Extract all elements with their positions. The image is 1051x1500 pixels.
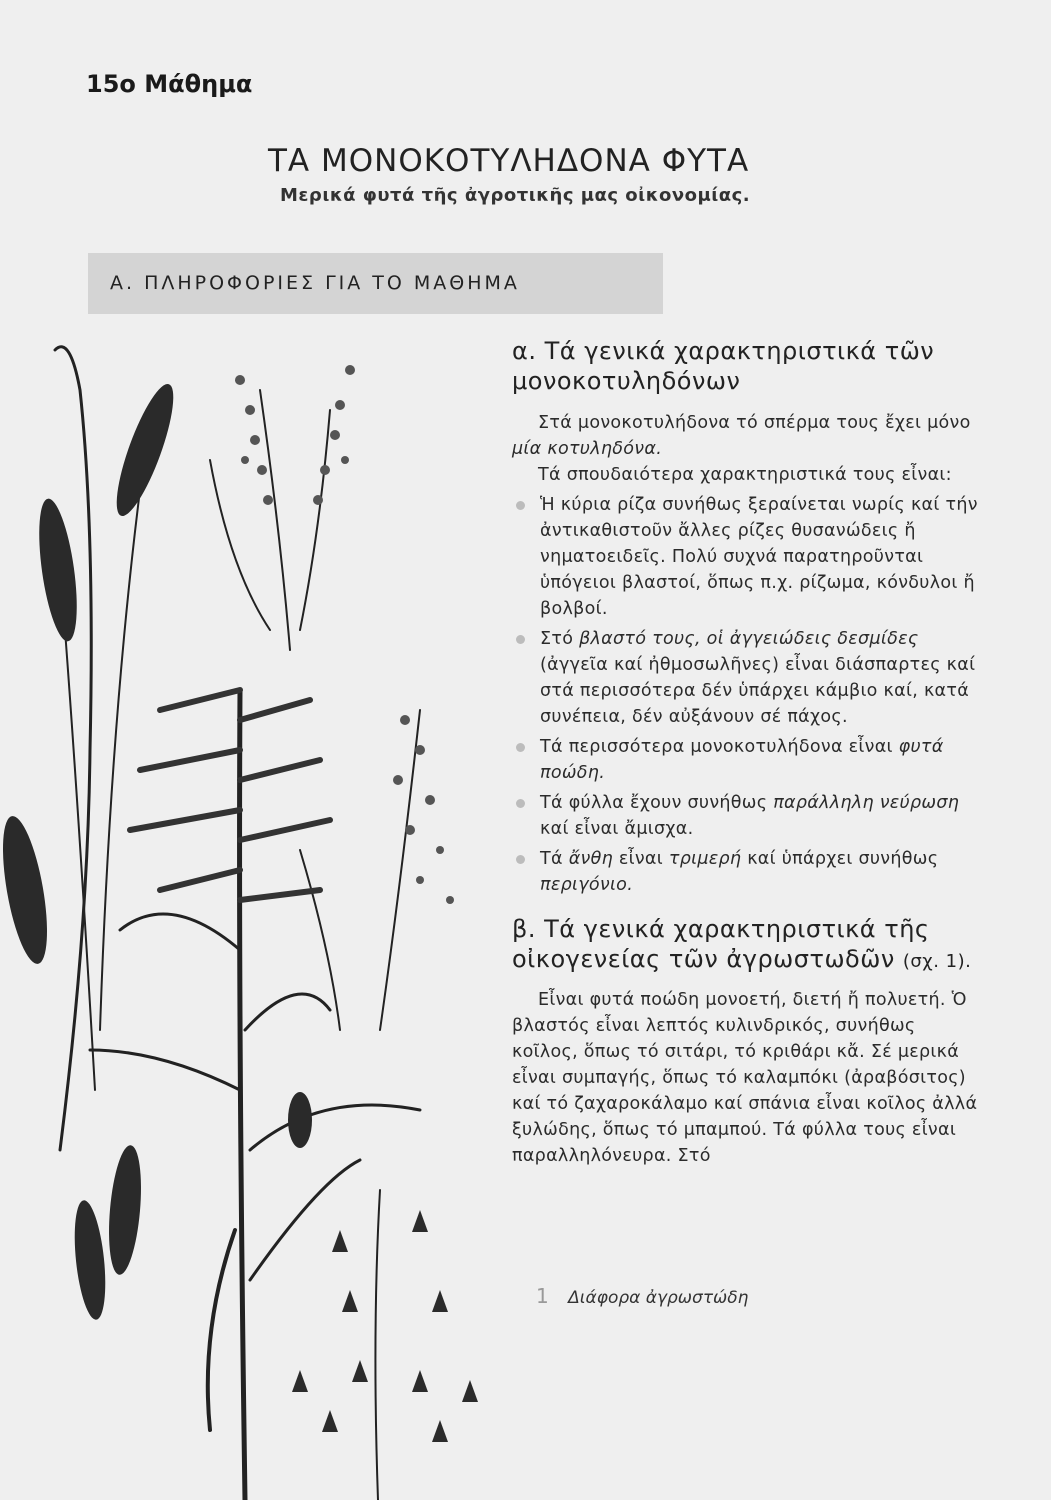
bullet-text: Τά φύλλα ἔχουν συνήθως [540, 793, 774, 813]
figure-caption-text: Διάφορα ἀγρωστώδη [568, 1288, 749, 1308]
bullet-emphasis: παράλληλη νεύρωση [773, 793, 960, 813]
leaf [245, 994, 330, 1030]
millet-stem [260, 390, 290, 650]
wheat-ear [70, 1199, 110, 1321]
bullet-dot-icon [516, 743, 525, 752]
intro-text: Στά μονοκοτυλήδονα τό σπέρμα τους ἔχει μόνο [538, 413, 971, 433]
bullet-item [512, 846, 982, 898]
bullet-dot-icon [516, 501, 525, 510]
wheat-ear [106, 379, 184, 522]
figure-reference: (σχ. 1). [902, 951, 972, 972]
wheat-ear [104, 1144, 145, 1276]
leaf [250, 1160, 360, 1280]
bullet-text: Στό [540, 629, 580, 649]
paragraph-text: Εἶναι φυτά ποώδη μονοετή, διετή ἤ πολυετή. Ὁ βλαστός εἶναι λεπτός κυλινδρικός, συνήθως κοῖλος, ὅπως τό σιτάρι, τό κριθάρι κἄ. Σέ μερικά εἶναι συμπαγής, ὅπως τό καλαμπόκι (ἀραβόσιτος) καί τό ζαχαροκάλαμο καί σπάνια εἶναι κοῖλος ἀλλά ξυλώδης, ὅπως τό μπαμπού. Τά φύλλα τους εἶναι παραλληλόνευρα. Στό [512, 990, 978, 1166]
section-band [88, 253, 663, 314]
bullet-item [512, 626, 982, 730]
lesson-number: 15ο Μάθημα [86, 70, 253, 98]
figure-caption [536, 1284, 748, 1308]
oat-stem [375, 1190, 380, 1500]
bullet-text: (ἀγγεῖα καί ἠθμοσωλῆνες) εἶναι διάσπαρτες καί στά περισσότερα δέν ὑπάρχει κάμβιο καί, κατά συνέπεια, δέν αὐξάνουν σέ πάχος. [540, 655, 976, 727]
section-b-heading [512, 914, 982, 977]
leaf [208, 1230, 235, 1430]
bullet-emphasis: τριμερή [668, 849, 742, 869]
leaf [120, 914, 240, 950]
bullet-item [512, 734, 982, 786]
bullet-dot-icon [516, 855, 525, 864]
section-a-intro-2 [512, 462, 982, 488]
section-a [512, 336, 982, 1169]
intro-emphasis: μία κοτυληδόνα. [512, 439, 663, 459]
leaf [300, 850, 340, 1030]
corn-tassel [288, 1092, 312, 1148]
bullet-text: Τά [540, 849, 569, 869]
leaf [90, 1050, 240, 1090]
section-a-heading: α. Τά γενικά χαρακτηριστικά τῶν μονοκοτυληδόνων [512, 337, 935, 395]
bullet-text: Ἡ κύρια ρίζα συνήθως ξεραίνεται νωρίς καί τήν ἀντικαθιστοῦν ἄλλες ρίζες θυσανώδεις ἤ νηματοειδεῖς. Πολύ συχνά παρατηροῦνται ὑπόγειοι βλαστοί, ὅπως π.χ. ρίζωμα, κόνδυλοι ἤ βολβοί. [540, 495, 978, 619]
leaf [250, 1105, 420, 1150]
bullet-item [512, 492, 982, 622]
page-title: ΤΑ ΜΟΝΟΚΟΤΥΛΗΔΟΝΑ ΦΥΤΑ [268, 143, 750, 179]
section-band-label: Α. ΠΛΗΡΟΦΟΡΙΕΣ ΓΙΑ ΤΟ ΜΑΘΗΜΑ [110, 272, 520, 294]
wheat-ear [32, 496, 84, 643]
bullet-emphasis: φυτά ποώδη. [540, 737, 944, 783]
bullet-text: καί ὑπάρχει συνήθως [741, 849, 939, 869]
section-b-heading-text: β. Τά γενικά χαρακτηριστικά τῆς οἰκογενείας τῶν ἀγρωστωδῶν [512, 915, 930, 973]
figure-number: 1 [536, 1284, 549, 1308]
bullet-emphasis: βλαστό τους, οἱ ἀγγειώδεις δεσμίδες [579, 629, 919, 649]
section-b-paragraph [512, 987, 982, 1169]
leaf [210, 460, 270, 630]
bullet-dot-icon [516, 635, 525, 644]
panicle-stem [380, 710, 420, 1030]
bullet-text: Τά περισσότερα μονοκοτυλήδονα εἶναι [540, 737, 899, 757]
bullet-dot-icon [516, 799, 525, 808]
intro-text: Τά σπουδαιότερα χαρακτηριστικά τους εἶναι: [538, 465, 952, 485]
bullet-emphasis: περιγόνιο. [540, 875, 634, 895]
millet-stem [300, 410, 330, 630]
bullet-item [512, 790, 982, 842]
wheat-ear [0, 813, 56, 967]
wheat-stem [100, 490, 140, 1030]
bullet-text: καί εἶναι ἄμισχα. [540, 819, 694, 839]
section-a-intro-1 [512, 410, 982, 462]
bullet-emphasis: ἄνθη [568, 849, 614, 869]
grasses-illustration [0, 330, 500, 1500]
page-subtitle: Μερικά φυτά τῆς ἀγροτικῆς μας οἰκονομίας. [280, 185, 751, 206]
bullet-text: εἶναι [613, 849, 669, 869]
